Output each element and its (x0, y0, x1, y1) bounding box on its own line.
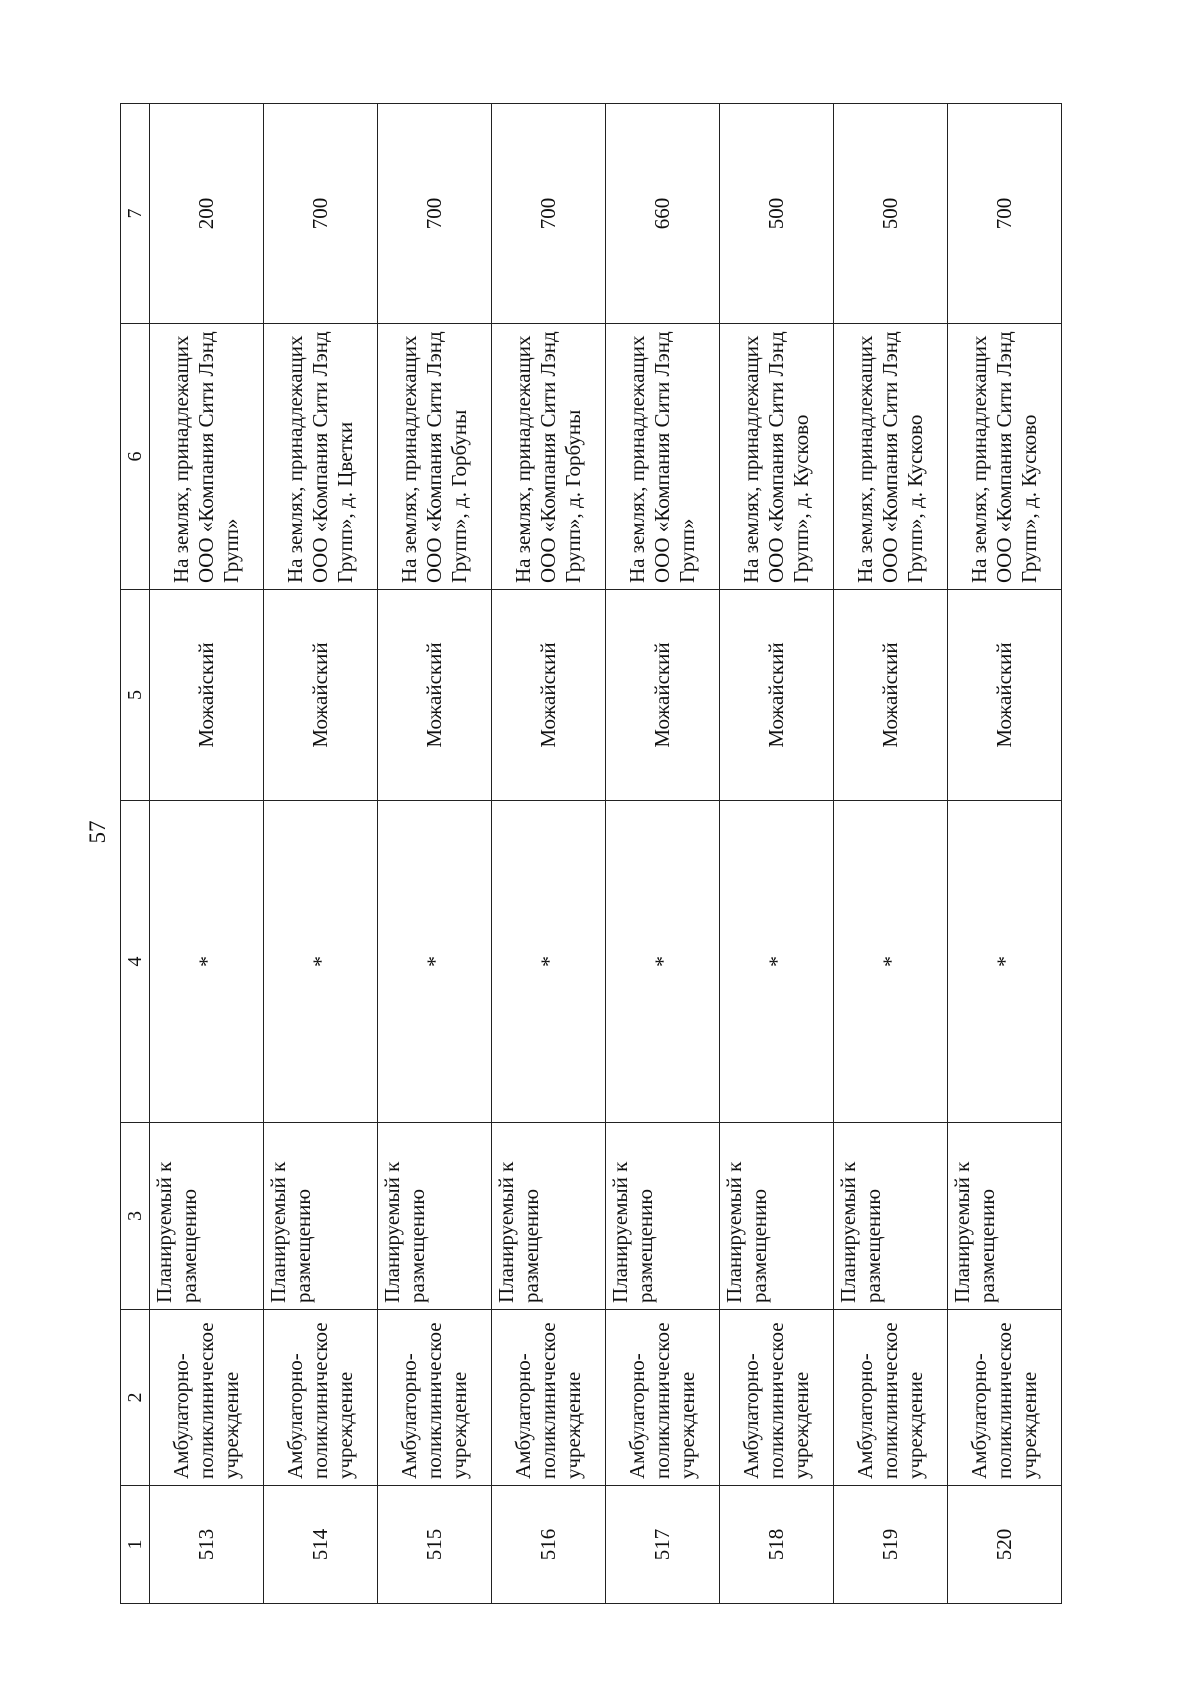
location: На землях, принадлежащих ООО «Компания Сити Лэнд Групп» (150, 324, 264, 590)
district: Можайский (834, 590, 948, 801)
table-row (378, 104, 492, 1604)
table-row (948, 104, 1062, 1604)
col4-value: * (150, 801, 264, 1123)
col4-value: * (606, 801, 720, 1123)
district: Можайский (606, 590, 720, 801)
facility-type: Амбулаторно-поликлиническое учреждение (150, 1310, 264, 1486)
facility-type: Амбулаторно-поликлиническое учреждение (720, 1310, 834, 1486)
facility-status: Планируемый к размещению (948, 1123, 1062, 1310)
facility-status: Планируемый к размещению (492, 1123, 606, 1310)
row-number: 514 (264, 1486, 378, 1604)
location: На землях, принадлежащих ООО «Компания Сити Лэнд Групп», д. Горбуны (492, 324, 606, 590)
facility-type: Амбулаторно-поликлиническое учреждение (492, 1310, 606, 1486)
row-number: 515 (378, 1486, 492, 1604)
facility-status: Планируемый к размещению (720, 1123, 834, 1310)
district: Можайский (264, 590, 378, 801)
col4-value: * (720, 801, 834, 1123)
col4-value: * (834, 801, 948, 1123)
row-number: 519 (834, 1486, 948, 1604)
facilities-table (120, 103, 1062, 1604)
col4-value: * (948, 801, 1062, 1123)
capacity: 660 (606, 104, 720, 324)
column-header-3: 3 (121, 1123, 150, 1310)
location: На землях, принадлежащих ООО «Компания Сити Лэнд Групп» (606, 324, 720, 590)
col4-value: * (264, 801, 378, 1123)
capacity: 700 (264, 104, 378, 324)
district: Можайский (948, 590, 1062, 801)
column-header-1: 1 (121, 1486, 150, 1604)
row-number: 513 (150, 1486, 264, 1604)
row-number: 520 (948, 1486, 1062, 1604)
table-row (264, 104, 378, 1604)
column-header-7: 7 (121, 104, 150, 324)
col4-value: * (378, 801, 492, 1123)
capacity: 700 (492, 104, 606, 324)
district: Можайский (378, 590, 492, 801)
facility-type: Амбулаторно-поликлиническое учреждение (264, 1310, 378, 1486)
facility-status: Планируемый к размещению (378, 1123, 492, 1310)
column-header-6: 6 (121, 324, 150, 590)
table-row (492, 104, 606, 1604)
location: На землях, принадлежащих ООО «Компания Сити Лэнд Групп», д. Кусково (834, 324, 948, 590)
facility-status: Планируемый к размещению (834, 1123, 948, 1310)
district: Можайский (150, 590, 264, 801)
facility-type: Амбулаторно-поликлиническое учреждение (378, 1310, 492, 1486)
location: На землях, принадлежащих ООО «Компания Сити Лэнд Групп», д. Кусково (948, 324, 1062, 590)
facility-status: Планируемый к размещению (606, 1123, 720, 1310)
facility-type: Амбулаторно-поликлиническое учреждение (834, 1310, 948, 1486)
table-row (150, 104, 264, 1604)
table-row (606, 104, 720, 1604)
header-row (121, 104, 150, 1604)
district: Можайский (720, 590, 834, 801)
rotated-table-wrapper (120, 104, 1060, 1604)
location: На землях, принадлежащих ООО «Компания Сити Лэнд Групп», д. Кусково (720, 324, 834, 590)
table-row (834, 104, 948, 1604)
row-number: 517 (606, 1486, 720, 1604)
facility-status: Планируемый к размещению (150, 1123, 264, 1310)
capacity: 500 (720, 104, 834, 324)
district: Можайский (492, 590, 606, 801)
col4-value: * (492, 801, 606, 1123)
facility-type: Амбулаторно-поликлиническое учреждение (948, 1310, 1062, 1486)
location: На землях, принадлежащих ООО «Компания Сити Лэнд Групп», д. Горбуны (378, 324, 492, 590)
capacity: 500 (834, 104, 948, 324)
column-header-4: 4 (121, 801, 150, 1123)
capacity: 700 (948, 104, 1062, 324)
table-row (720, 104, 834, 1604)
column-header-2: 2 (121, 1310, 150, 1486)
capacity: 700 (378, 104, 492, 324)
page-number: 57 (85, 820, 110, 844)
facility-status: Планируемый к размещению (264, 1123, 378, 1310)
column-header-5: 5 (121, 590, 150, 801)
capacity: 200 (150, 104, 264, 324)
row-number: 518 (720, 1486, 834, 1604)
row-number: 516 (492, 1486, 606, 1604)
facility-type: Амбулаторно-поликлиническое учреждение (606, 1310, 720, 1486)
location: На землях, принадлежащих ООО «Компания Сити Лэнд Групп», д. Цветки (264, 324, 378, 590)
